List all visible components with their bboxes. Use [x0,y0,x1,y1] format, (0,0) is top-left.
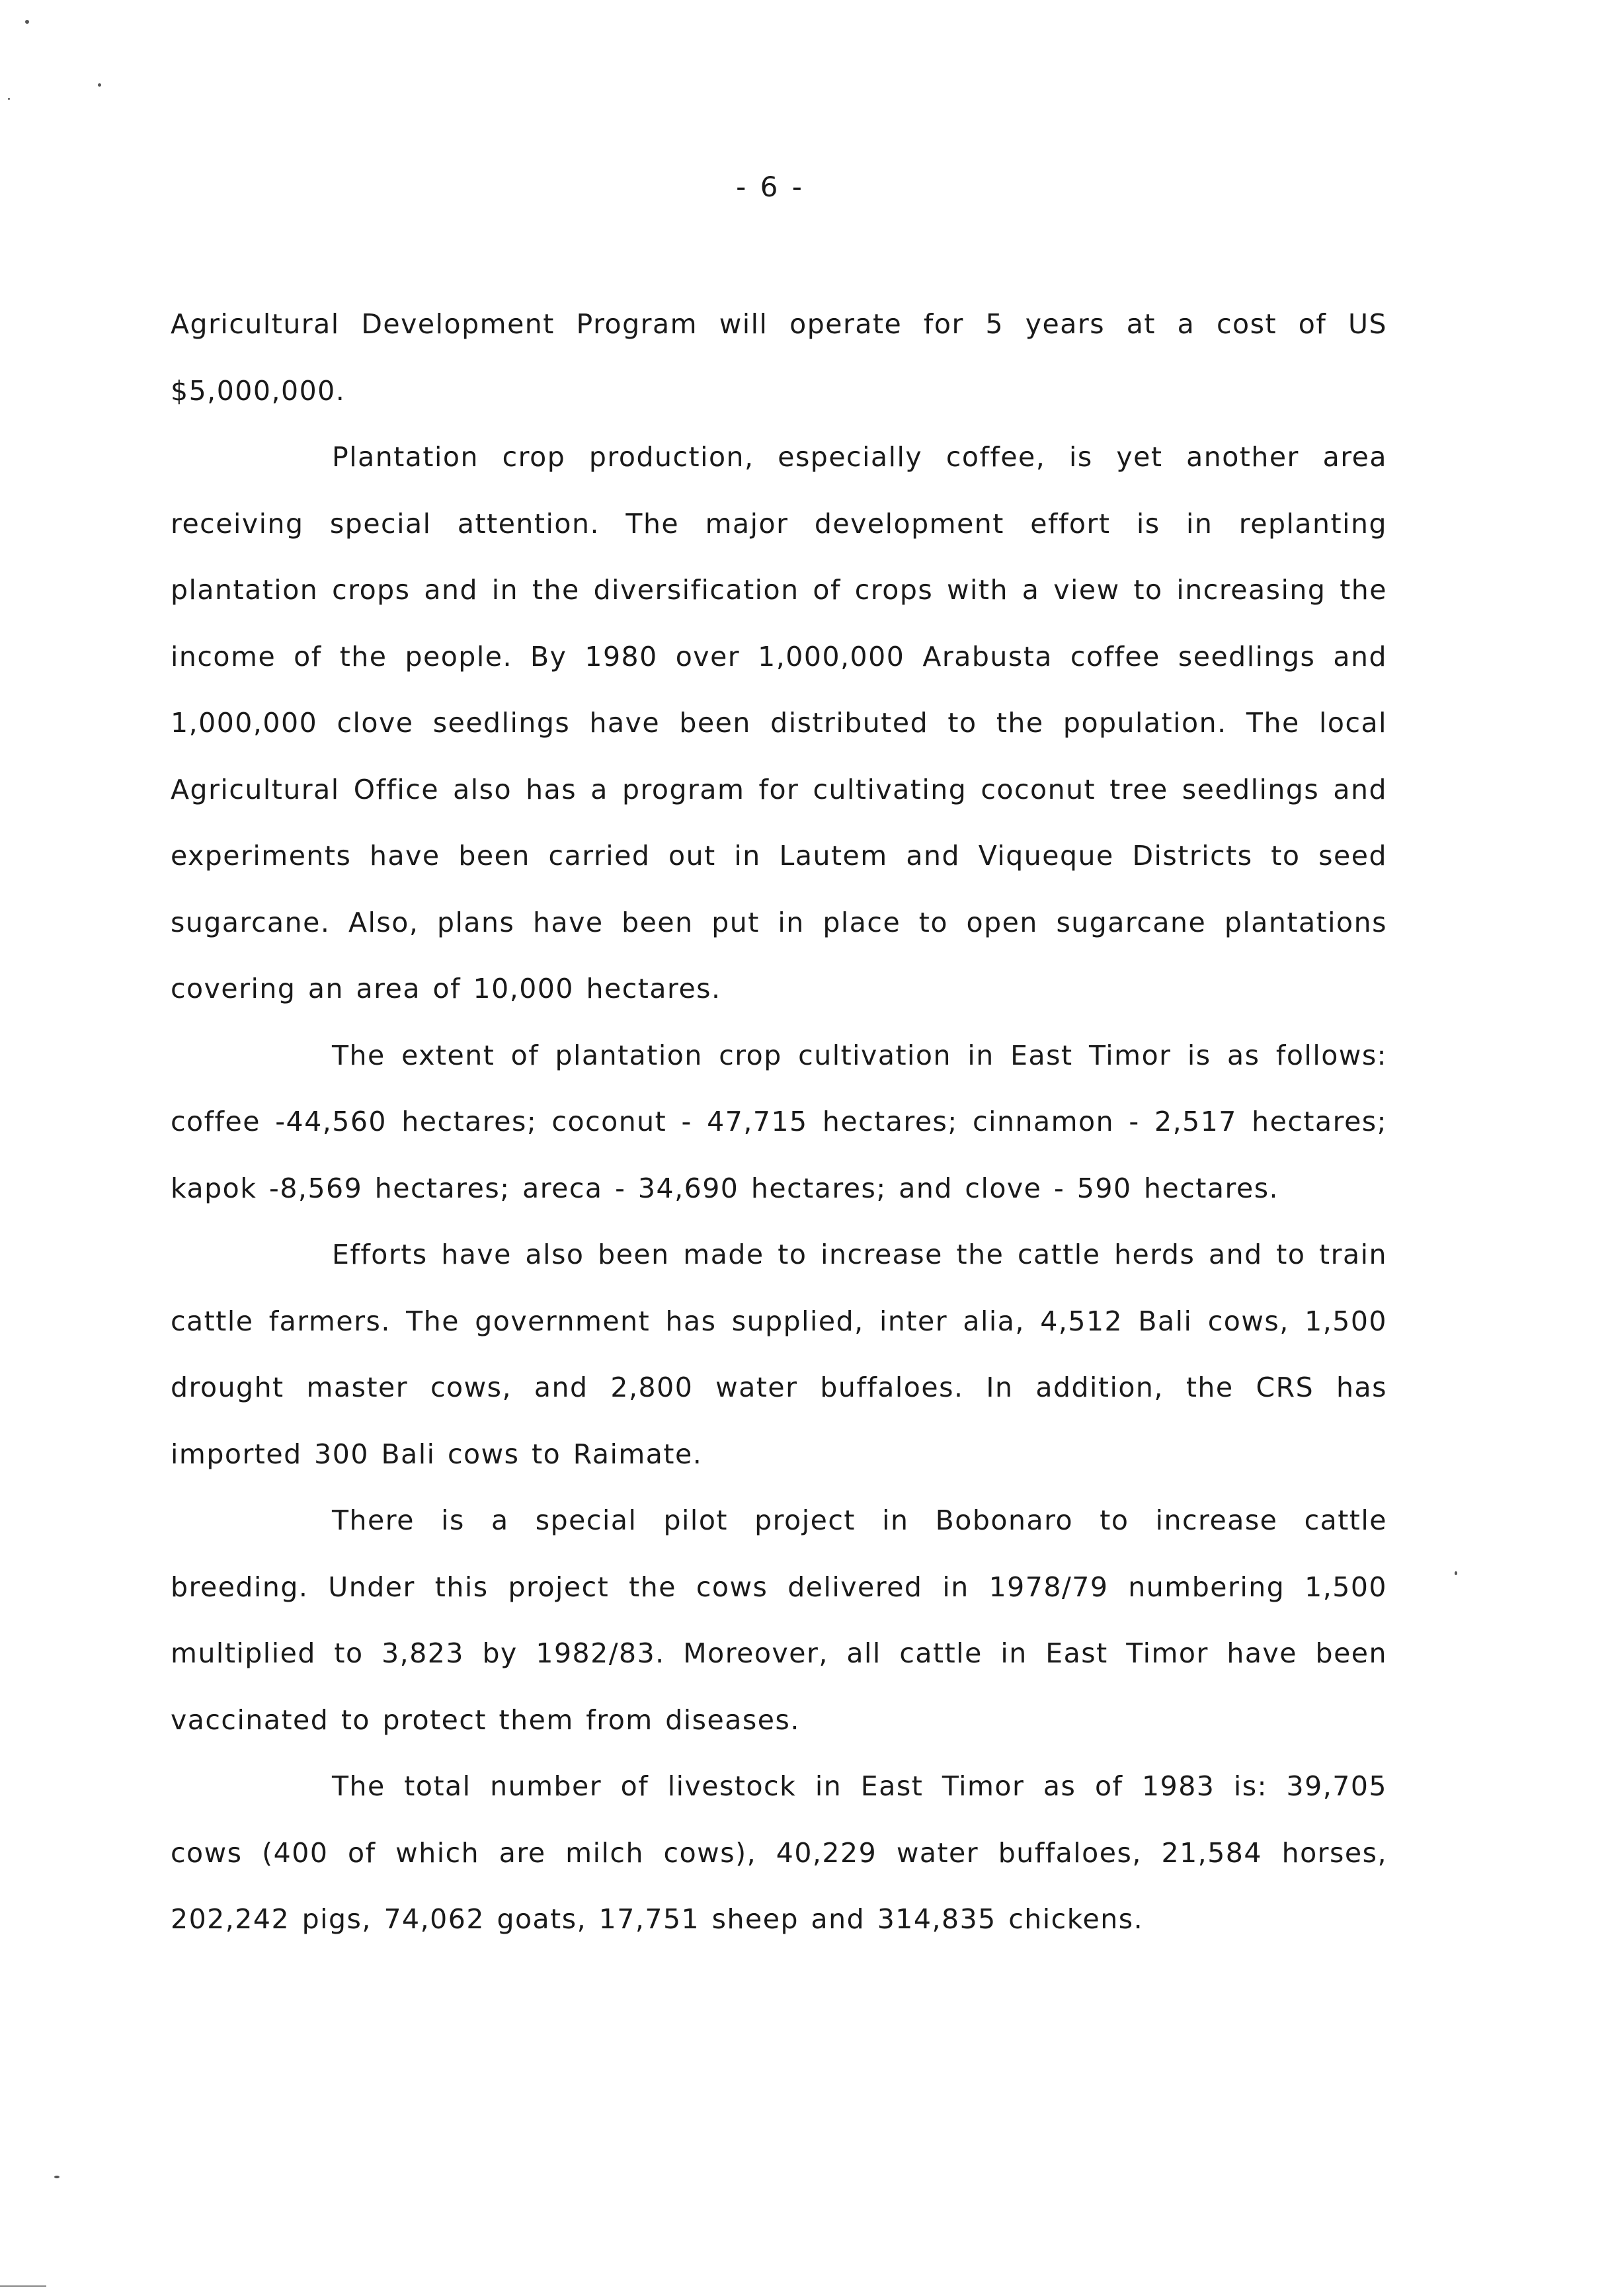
scan-speck [25,20,29,24]
paragraph-livestock-totals: The total number of livestock in East Timor as of 1983 is: 39,705 cows (400 of which are milch cows), 40,229 water buffaloes, 21,584 horses, 202,242 pigs, 74,062 goats, 17,751 sheep and 314,835 chickens. [171,1770,1387,1935]
scan-speck [1455,1571,1457,1575]
paragraph-crop-extent: The extent of plantation crop cultivation in East Timor is as follows: coffee -44,560 hectares; coconut - 47,715 hectares; cinnamon - 2,517 hectares; kapok -8,569 hectares; areca - 34,690 hectares; and clove - 590 hectares. [171,1039,1387,1204]
scan-speck [54,2176,60,2178]
scan-speck [8,98,10,100]
paragraph-plantation-crops: Plantation crop production, especially coffee, is yet another area receiving special attention. The major development effort is in replanting plantation crops and in the diversification of crops with a view to increasing the income of the people. By 1980 over 1,000,000 Arabusta coffee seedlings and 1,000,000 clove seedlings have been distributed to the population. The local Agricultural Office also has a program for cultivating coconut tree seedlings and experiments have been carried out in Lautem and Viqueque Districts to seed sugarcane. Also, plans have been put in place to open sugarcane plantations covering an area of 10,000 hectares. [171,441,1387,1004]
scan-speck [98,83,101,87]
paragraph-cattle-herds: Efforts have also been made to increase the cattle herds and to train cattle farmers. The government has supplied, inter alia, 4,512 Bali cows, 1,500 drought master cows, and 2,800 water buffaloes. In addition, the CRS has imported 300 Bali cows to Raimate. [171,1239,1387,1470]
paragraph-program-cost: Agricultural Development Program will operate for 5 years at a cost of US $5,000,000. [171,308,1387,407]
scan-edge-mark [0,2285,46,2287]
page-number: - 6 - [736,171,805,203]
paragraph-pilot-project: There is a special pilot project in Bobonaro to increase cattle breeding. Under this project the cows delivered in 1978/79 numbering 1,500 multiplied to 3,823 by 1982/83. Moreover, all cattle in East Timor have been vaccinated to protect them from diseases. [171,1504,1387,1736]
body-text [171,291,1387,1953]
